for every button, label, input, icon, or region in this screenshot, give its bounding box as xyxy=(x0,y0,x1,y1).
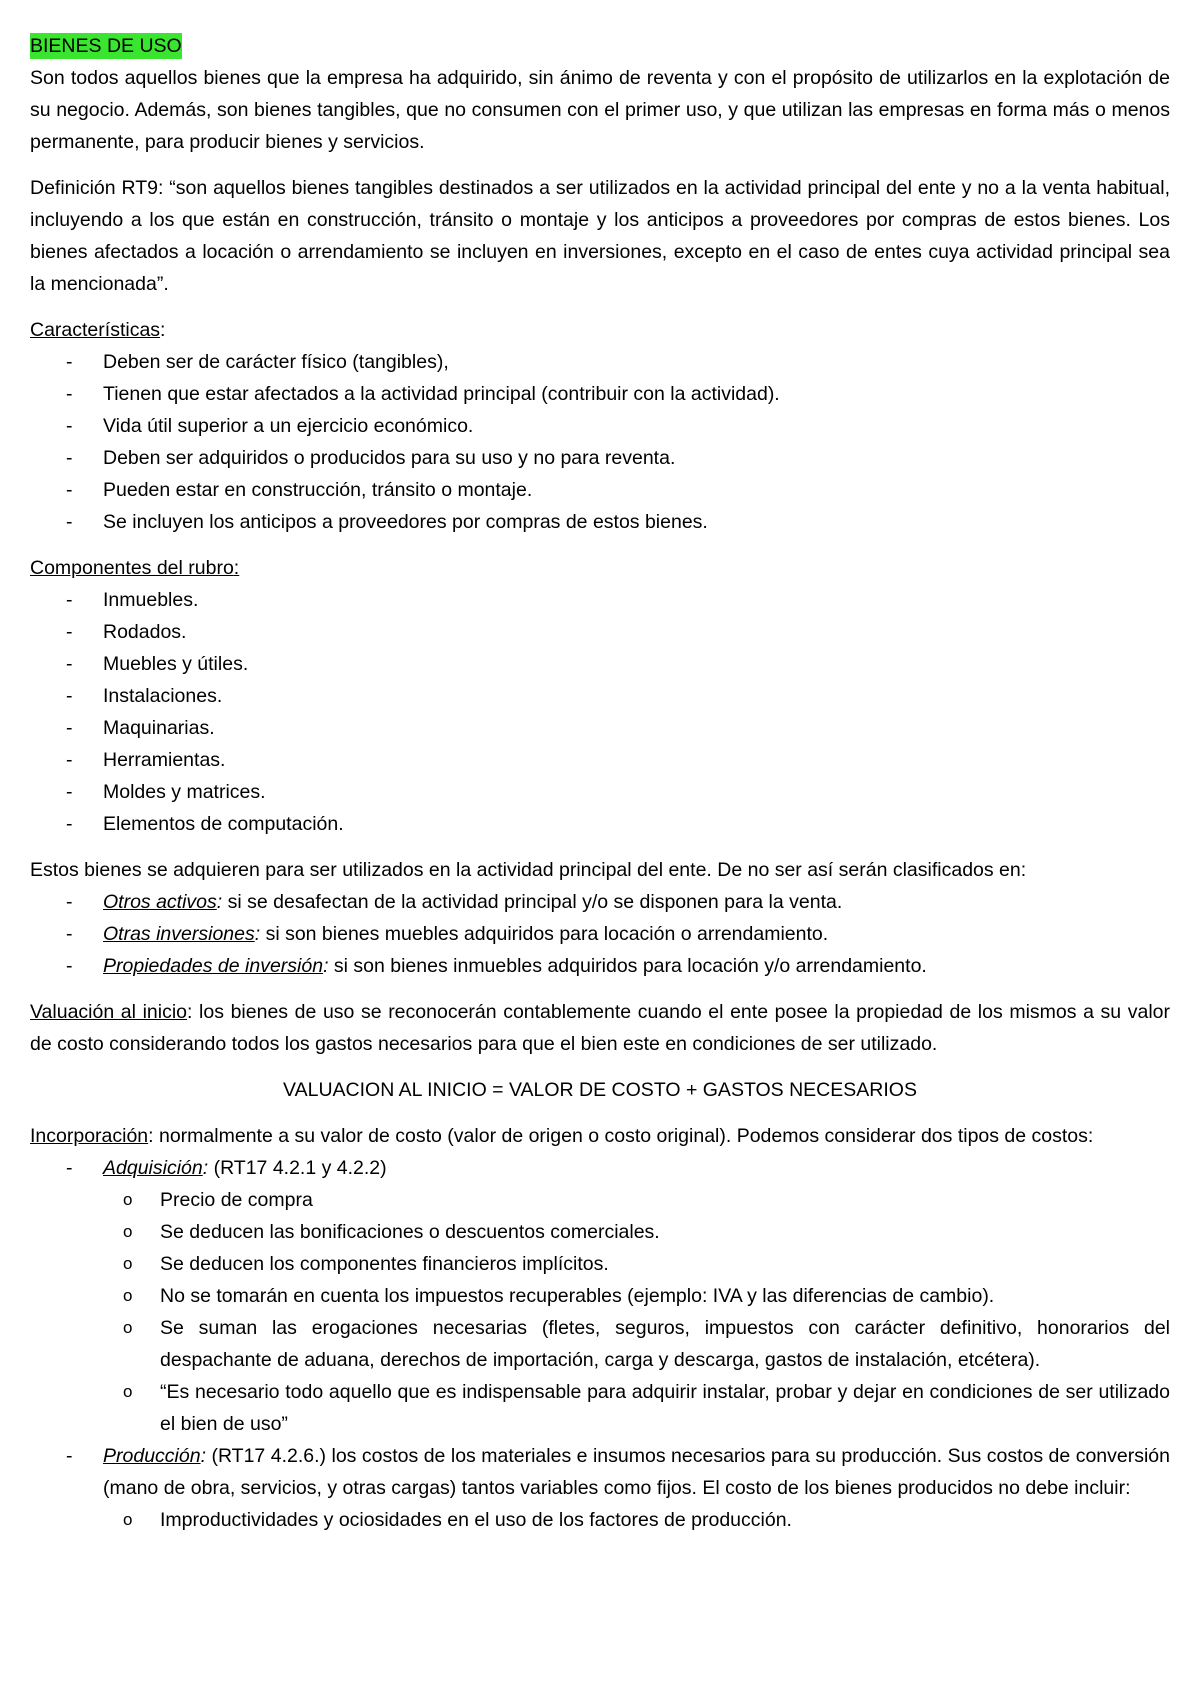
produccion-text: (RT17 4.2.6.) los costos de los materiales e insumos necesarios para su producción. Sus costos de conversión (mano de obra, servicios, y otras cargas) tantos variables como fijos. El costo de los bienes producidos no debe incluir: xyxy=(103,1445,1170,1499)
list-item: - Tienen que estar afectados a la actividad principal (contribuir con la actividad). xyxy=(30,378,1170,410)
list-item: - Elementos de computación. xyxy=(30,808,1170,840)
clasificacion-intro: Estos bienes se adquieren para ser utilizados en la actividad principal del ente. De no ser así serán clasificados en: xyxy=(30,859,1027,881)
produccion-sublist xyxy=(30,1504,1170,1536)
sublist-item: o Improductividades y ociosidades en el uso de los factores de producción. xyxy=(30,1504,1170,1536)
list-item: - Rodados. xyxy=(30,616,1170,648)
list-item: - Otros activos: si se desafectan de la actividad principal y/o se disponen para la venta. xyxy=(30,886,1170,918)
list-item: - Instalaciones. xyxy=(30,680,1170,712)
clasificacion-term: Otros activos xyxy=(103,891,217,913)
caracteristicas-heading: Características xyxy=(30,319,161,341)
incorporacion-heading: Incorporación xyxy=(30,1125,149,1147)
produccion-term: Producción xyxy=(103,1445,201,1467)
componentes-heading-line: Componentes del rubro: xyxy=(30,557,240,579)
sublist-item: o Se suman las erogaciones necesarias (fletes, seguros, impuestos con carácter definitivo, honorarios del despachante de aduana, derechos de importación, carga y descarga, gastos de instalación, etcétera). xyxy=(30,1312,1170,1376)
list-item: - Maquinarias. xyxy=(30,712,1170,744)
clasificacion-text: si son bienes inmuebles adquiridos para locación y/o arrendamiento. xyxy=(328,955,927,977)
componentes-list xyxy=(30,584,1170,840)
title-line xyxy=(30,30,1170,62)
list-item: - Vida útil superior a un ejercicio económico. xyxy=(30,410,1170,442)
list-item: - Otras inversiones: si son bienes muebles adquiridos para locación o arrendamiento. xyxy=(30,918,1170,950)
valuacion-text: los bienes de uso se reconocerán contablemente cuando el ente posee la propiedad de los mismos a su valor de costo considerando todos los gastos necesarios para que el bien este en condiciones de ser utilizado. xyxy=(30,1001,1171,1055)
valuacion-paragraph: Valuación al inicio: los bienes de uso se reconocerán contablemente cuando el ente posee la propiedad de los mismos a su valor de costo considerando todos los gastos necesarios para que el bien este en condiciones de ser utilizado. xyxy=(30,1001,1171,1055)
list-item: - Deben ser de carácter físico (tangibles), xyxy=(30,346,1170,378)
sublist-item: o “Es necesario todo aquello que es indispensable para adquirir instalar, probar y dejar en condiciones de ser utilizado el bien de uso” xyxy=(30,1376,1170,1440)
adquisicion-ref: (RT17 4.2.1 y 4.2.2) xyxy=(208,1157,387,1179)
adquisicion-sublist xyxy=(30,1184,1170,1440)
list-item: - Pueden estar en construcción, tránsito o montaje. xyxy=(30,474,1170,506)
adquisicion-term: Adquisición xyxy=(103,1157,203,1179)
valuacion-heading: Valuación al inicio xyxy=(30,1001,188,1023)
definition-paragraph: Definición RT9: “son aquellos bienes tangibles destinados a ser utilizados en la actividad principal del ente y no a la venta habitual, incluyendo a los que están en construcción, tránsito o montaje y los anticipos a proveedores por compras de estos bienes. Los bienes afectados a locación o arrendamiento se incluyen en inversiones, excepto en el caso de entes cuya actividad principal sea la mencionada”. xyxy=(30,177,1170,295)
caracteristicas-heading-line: Características: xyxy=(30,319,166,341)
clasificacion-text: si son bienes muebles adquiridos para locación o arrendamiento. xyxy=(260,923,829,945)
document-title: BIENES DE USO xyxy=(30,35,182,57)
clasificacion-list xyxy=(30,886,1170,982)
sublist-item: o Se deducen los componentes financieros implícitos. xyxy=(30,1248,1170,1280)
sublist-item: o Precio de compra xyxy=(30,1184,1170,1216)
componentes-heading: Componentes del rubro xyxy=(30,557,234,579)
clasificacion-text: si se desafectan de la actividad principal y/o se disponen para la venta. xyxy=(222,891,843,913)
clasificacion-term: Otras inversiones xyxy=(103,923,255,945)
list-item: - Herramientas. xyxy=(30,744,1170,776)
costos-list-2 xyxy=(30,1440,1170,1504)
list-item: - Propiedades de inversión: si son bienes inmuebles adquiridos para locación y/o arrendamiento. xyxy=(30,950,1170,982)
intro-paragraph: Son todos aquellos bienes que la empresa ha adquirido, sin ánimo de reventa y con el propósito de utilizarlos en la explotación de su negocio. Además, son bienes tangibles, que no consumen con el primer uso, y que utilizan las empresas en forma más o menos permanente, para producir bienes y servicios. xyxy=(30,67,1170,153)
sublist-item: o No se tomarán en cuenta los impuestos recuperables (ejemplo: IVA y las diferencias de cambio). xyxy=(30,1280,1170,1312)
incorporacion-paragraph: Incorporación: normalmente a su valor de costo (valor de origen o costo original). Podemos considerar dos tipos de costos: xyxy=(30,1125,1094,1147)
list-item: - Muebles y útiles. xyxy=(30,648,1170,680)
list-item: - Se incluyen los anticipos a proveedores por compras de estos bienes. xyxy=(30,506,1170,538)
list-item: - Moldes y matrices. xyxy=(30,776,1170,808)
caracteristicas-list xyxy=(30,346,1170,538)
sublist-item: o Se deducen las bonificaciones o descuentos comerciales. xyxy=(30,1216,1170,1248)
list-item: - Deben ser adquiridos o producidos para su uso y no para reventa. xyxy=(30,442,1170,474)
valuacion-formula: VALUACION AL INICIO = VALOR DE COSTO + GASTOS NECESARIOS xyxy=(283,1079,917,1101)
list-item: - Adquisición: (RT17 4.2.1 y 4.2.2) xyxy=(30,1152,1170,1184)
costos-list xyxy=(30,1152,1170,1184)
list-item: - Inmuebles. xyxy=(30,584,1170,616)
incorporacion-text: normalmente a su valor de costo (valor de origen o costo original). Podemos considerar dos tipos de costos: xyxy=(153,1125,1094,1147)
clasificacion-term: Propiedades de inversión xyxy=(103,955,324,977)
list-item: - Producción: (RT17 4.2.6.) los costos de los materiales e insumos necesarios para su producción. Sus costos de conversión (mano de obra, servicios, y otras cargas) tantos variables como fijos. El costo de los bienes producidos no debe incluir: xyxy=(30,1440,1170,1504)
